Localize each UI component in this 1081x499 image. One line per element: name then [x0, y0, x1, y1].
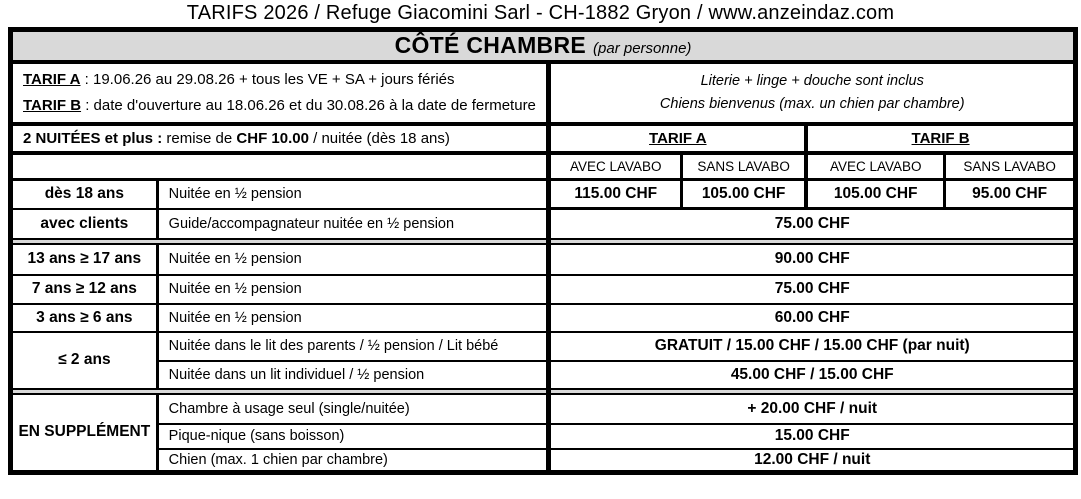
table-subtitle: (par personne) [593, 40, 692, 58]
price-value: 45.00 CHF / 15.00 CHF [549, 361, 1076, 389]
tarif-b-label: TARIF B [23, 96, 82, 114]
table-row-picnic [11, 424, 1076, 449]
price-value: 12.00 CHF / nuit [549, 449, 1076, 473]
row-description: Chambre à usage seul (single/nuitée) [157, 394, 549, 424]
row-label: 7 ans ≥ 12 ans [11, 275, 158, 304]
row-label: 13 ans ≥ 17 ans [11, 244, 158, 275]
table-row-guide [11, 209, 1076, 239]
price-tarifb-avec: 105.00 CHF [806, 180, 945, 209]
col-header-tarifb-sans-lavabo: SANS LAVABO [945, 153, 1076, 180]
row-description: Nuitée en ½ pension [157, 275, 549, 304]
table-title-cell [11, 30, 1076, 62]
discount-mid: remise de [162, 129, 237, 147]
price-value: 60.00 CHF [549, 304, 1076, 332]
table-header-row [11, 30, 1076, 62]
table-row-single-room [11, 394, 1076, 424]
discount-tail: / nuitée (dès 18 ans) [308, 129, 450, 147]
tarif-a-label: TARIF A [23, 70, 81, 88]
price-tarifa-avec: 115.00 CHF [549, 180, 682, 209]
row-label: 3 ans ≥ 6 ans [11, 304, 158, 332]
col-header-tarifa-avec-lavabo: AVEC LAVABO [549, 153, 682, 180]
col-header-tarifb-avec-lavabo: AVEC LAVABO [806, 153, 945, 180]
tariff-table [8, 27, 1078, 475]
row-description: Nuitée dans un lit individuel / ½ pension [157, 361, 549, 389]
discount-amount: CHF 10.00 [236, 129, 309, 147]
price-value: 75.00 CHF [549, 275, 1076, 304]
price-tarifa-sans: 105.00 CHF [682, 180, 807, 209]
table-title: CÔTÉ CHAMBRE [394, 32, 587, 59]
table-row-baby-parents-bed [11, 332, 1076, 361]
price-tarifb-sans: 95.00 CHF [945, 180, 1076, 209]
table-row-dog [11, 449, 1076, 473]
included-note-line1: Literie + linge + douche sont inclus [700, 72, 924, 89]
discount-row [11, 124, 1076, 153]
tarif-info-row [11, 62, 1076, 124]
discount-lead: 2 NUITÉES et plus : [23, 129, 163, 147]
tarif-b-column-header [806, 124, 1075, 153]
row-description: Nuitée dans le lit des parents / ½ pension / Lit bébé [157, 332, 549, 361]
table-row-adults [11, 180, 1076, 209]
row-description: Guide/accompagnateur nuitée en ½ pension [157, 209, 549, 239]
empty-cell [11, 153, 549, 180]
tarif-b-column-label: TARIF B [911, 129, 970, 147]
row-label: dès 18 ans [11, 180, 158, 209]
lavabo-header-row [11, 153, 1076, 180]
row-label: EN SUPPLÉMENT [11, 394, 158, 473]
included-note-line2: Chiens bienvenus (max. un chien par chambre) [659, 95, 965, 112]
tarif-b-definition [23, 93, 536, 119]
row-description: Chien (max. 1 chien par chambre) [157, 449, 549, 473]
price-value: 15.00 CHF [549, 424, 1076, 449]
tarif-a-column-label: TARIF A [649, 129, 707, 147]
row-description: Nuitée en ½ pension [157, 180, 549, 209]
page-title: TARIFS 2026 / Refuge Giacomini Sarl - CH-1882 Gryon / www.anzeindaz.com [186, 2, 895, 24]
price-value: 75.00 CHF [549, 209, 1076, 239]
row-description: Nuitée en ½ pension [157, 244, 549, 275]
tarif-a-text: : 19.06.26 au 29.08.26 + tous les VE + SA + jours fériés [80, 70, 455, 88]
discount-note [11, 124, 549, 153]
tarif-a-column-header [549, 124, 806, 153]
table-row-baby-own-bed [11, 361, 1076, 389]
tarif-b-text: : date d'ouverture au 18.06.26 et du 30.08.26 à la date de fermeture [81, 96, 536, 114]
table-row-3-6 [11, 304, 1076, 332]
tarif-definitions [11, 62, 549, 124]
included-note [549, 62, 1076, 124]
row-description: Pique-nique (sans boisson) [157, 424, 549, 449]
price-value: GRATUIT / 15.00 CHF / 15.00 CHF (par nuit) [549, 332, 1076, 361]
row-label: avec clients [11, 209, 158, 239]
price-value: 90.00 CHF [549, 244, 1076, 275]
col-header-tarifa-sans-lavabo: SANS LAVABO [682, 153, 807, 180]
table-row-7-12 [11, 275, 1076, 304]
price-value: + 20.00 CHF / nuit [549, 394, 1076, 424]
tarif-a-definition [23, 67, 536, 93]
row-description: Nuitée en ½ pension [157, 304, 549, 332]
table-row-13-17 [11, 244, 1076, 275]
row-label: ≤ 2 ans [11, 332, 158, 389]
